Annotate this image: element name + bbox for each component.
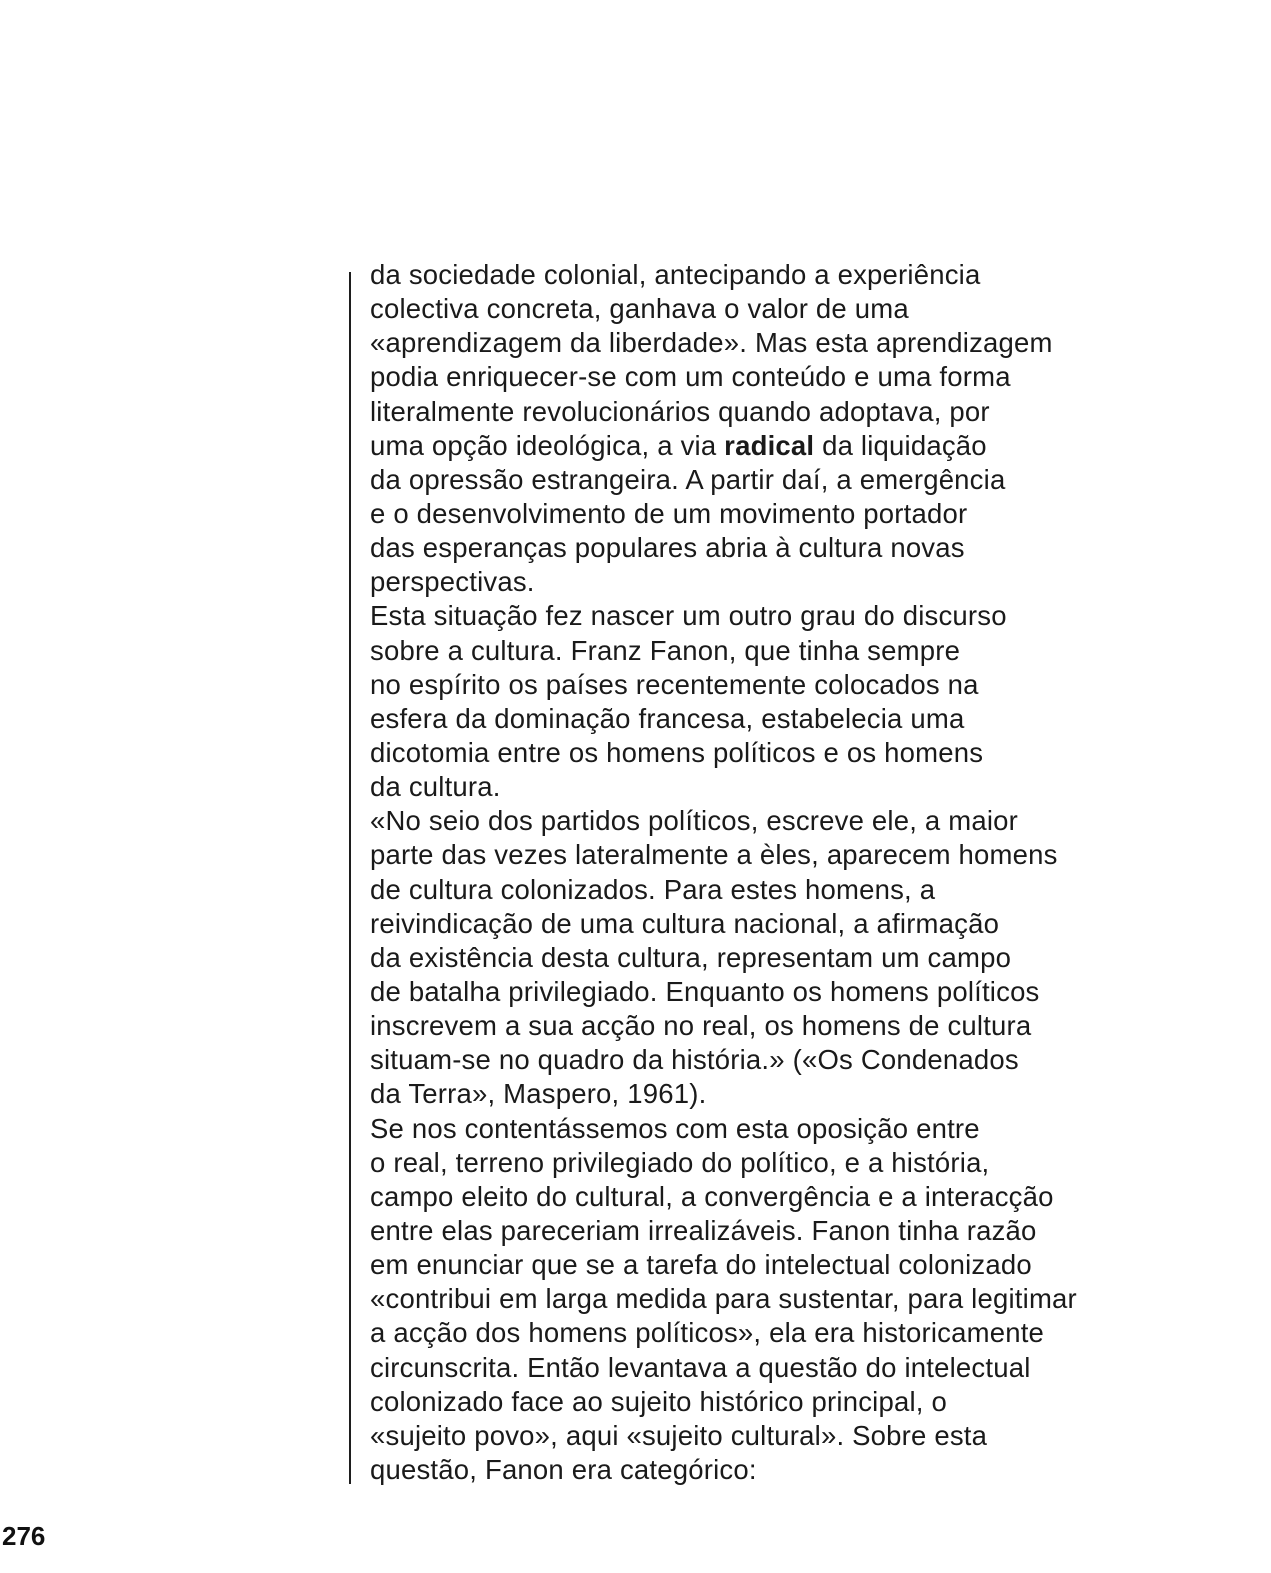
text-line: da sociedade colonial, antecipando a experiência — [370, 259, 981, 290]
text-line: das esperanças populares abria à cultura novas — [370, 532, 965, 564]
text-line: «sujeito povo», aqui «sujeito cultural». Sobre esta — [370, 1419, 988, 1451]
margin-rule — [349, 272, 351, 1484]
text-line: Esta situação fez nascer um outro grau do discurso — [370, 600, 1007, 632]
text-line: esfera da dominação francesa, estabelecia uma — [370, 702, 965, 734]
text-line: inscrevem a sua acção no real, os homens de cultura — [370, 1010, 1032, 1042]
text-line: sobre a cultura. Franz Fanon, que tinha sempre — [370, 634, 961, 666]
text-line: «contribui em larga medida para sustentar, para legitimar — [370, 1283, 1077, 1315]
text-line: «No seio dos partidos políticos, escreve ele, a maior — [370, 805, 1019, 837]
text-line: perspectivas. — [370, 566, 535, 598]
text-line: da cultura. — [370, 771, 501, 803]
text-line: no espírito os países recentemente colocados na — [370, 668, 979, 700]
text-line: reivindicação de uma cultura nacional, a afirmação — [370, 907, 1000, 939]
text-line-with-emphasis — [370, 429, 1250, 463]
text-line: questão, Fanon era categórico: — [370, 1453, 757, 1485]
text-segment: uma opção ideológica, a via — [370, 429, 717, 461]
text-segment: da liquidação — [822, 429, 987, 461]
text-line: o real, terreno privilegiado do político, e a história, — [370, 1146, 990, 1178]
page-number: 276 — [2, 1521, 46, 1551]
text-line: colectiva concreta, ganhava o valor de uma — [370, 293, 909, 325]
text-line: de cultura colonizados. Para estes homens, a — [370, 873, 936, 905]
text-line: da Terra», Maspero, 1961). — [370, 1078, 707, 1110]
body-text — [370, 258, 1250, 1487]
text-line: campo eleito do cultural, a convergência e a interacção — [370, 1180, 1054, 1212]
text-line: da existência desta cultura, representam um campo — [370, 941, 1012, 973]
text-line: colonizado face ao sujeito histórico principal, o — [370, 1385, 947, 1417]
text-line: «aprendizagem da liberdade». Mas esta aprendizagem — [370, 327, 1053, 359]
text-line: circunscrita. Então levantava a questão do intelectual — [370, 1351, 1031, 1383]
text-line: dicotomia entre os homens políticos e os homens — [370, 736, 984, 768]
text-line: da opressão estrangeira. A partir daí, a emergência — [370, 463, 1006, 495]
text-line: entre elas pareceriam irrealizáveis. Fanon tinha razão — [370, 1214, 1037, 1246]
text-line: situam-se no quadro da história.» («Os Condenados — [370, 1044, 1019, 1076]
text-line: de batalha privilegiado. Enquanto os homens políticos — [370, 975, 1040, 1007]
text-line: a acção dos homens políticos», ela era historicamente — [370, 1317, 1045, 1349]
emphasis-word: radical — [724, 429, 815, 461]
text-line: em enunciar que se a tarefa do intelectual colonizado — [370, 1249, 1032, 1281]
text-line: literalmente revolucionários quando adoptava, por — [370, 395, 990, 427]
text-line: parte das vezes lateralmente a èles, aparecem homens — [370, 839, 1058, 871]
text-line: e o desenvolvimento de um movimento portador — [370, 497, 968, 529]
text-line: Se nos contentássemos com esta oposição entre — [370, 1112, 980, 1144]
text-line: podia enriquecer-se com um conteúdo e uma forma — [370, 361, 1011, 393]
